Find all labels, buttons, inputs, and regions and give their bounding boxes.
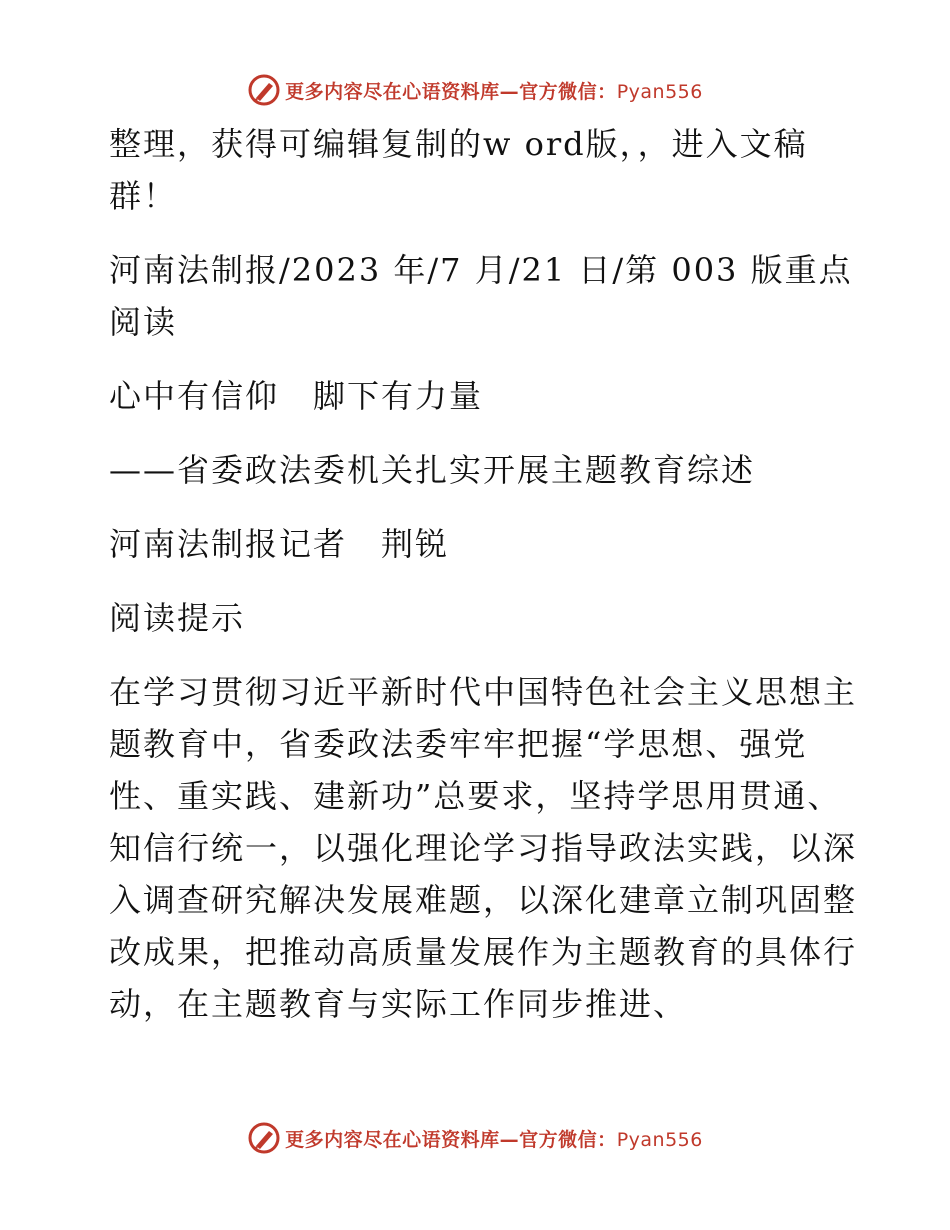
watermark-text [285,77,703,104]
watermark-brand: 更多内容尽在心语资料库 [285,1128,500,1151]
source-line: 河南法制报/2023 年/7 月/21 日/第 003 版重点阅读 [109,251,853,341]
document-body [99,118,859,1030]
watermark-text [285,1125,703,1152]
watermark-separator: — [499,1128,520,1151]
body-paragraph: 在学习贯彻习近平新时代中国特色社会主义思想主题教育中，省委政法委牢牢把握“学思想、强党性、重实践、建新功”总要求，坚持学思用贯通、知信行统一，以强化理论学习指导政法实践，以深入调查研究解决发展难题，以深化建章立制巩固整改成果，把推动高质量发展作为主题教育的具体行动，在主题教育与实际工作同步推进、 [109,673,858,1023]
watermark-id: Pyan556 [616,1128,703,1151]
watermark-separator: — [499,80,520,103]
watermark-banner-bottom [0,1118,950,1158]
pen-logo-icon [247,73,281,107]
watermark-official: 官方微信： [519,1128,617,1151]
byline: 河南法制报记者 荆锐 [109,525,450,563]
article-title: 心中有信仰 脚下有力量 [109,377,484,415]
watermark-banner-top [0,70,950,110]
watermark-id: Pyan556 [616,80,703,103]
pen-logo-icon [247,1121,281,1155]
reading-tip-heading: 阅读提示 [109,599,246,637]
watermark-brand: 更多内容尽在心语资料库 [285,80,500,103]
intro-paragraph: 整理，获得可编辑复制的w ord版，，进入文稿群！ [109,125,808,215]
watermark-official: 官方微信： [519,80,617,103]
article-subtitle: ——省委政法委机关扎实开展主题教育综述 [109,451,756,489]
